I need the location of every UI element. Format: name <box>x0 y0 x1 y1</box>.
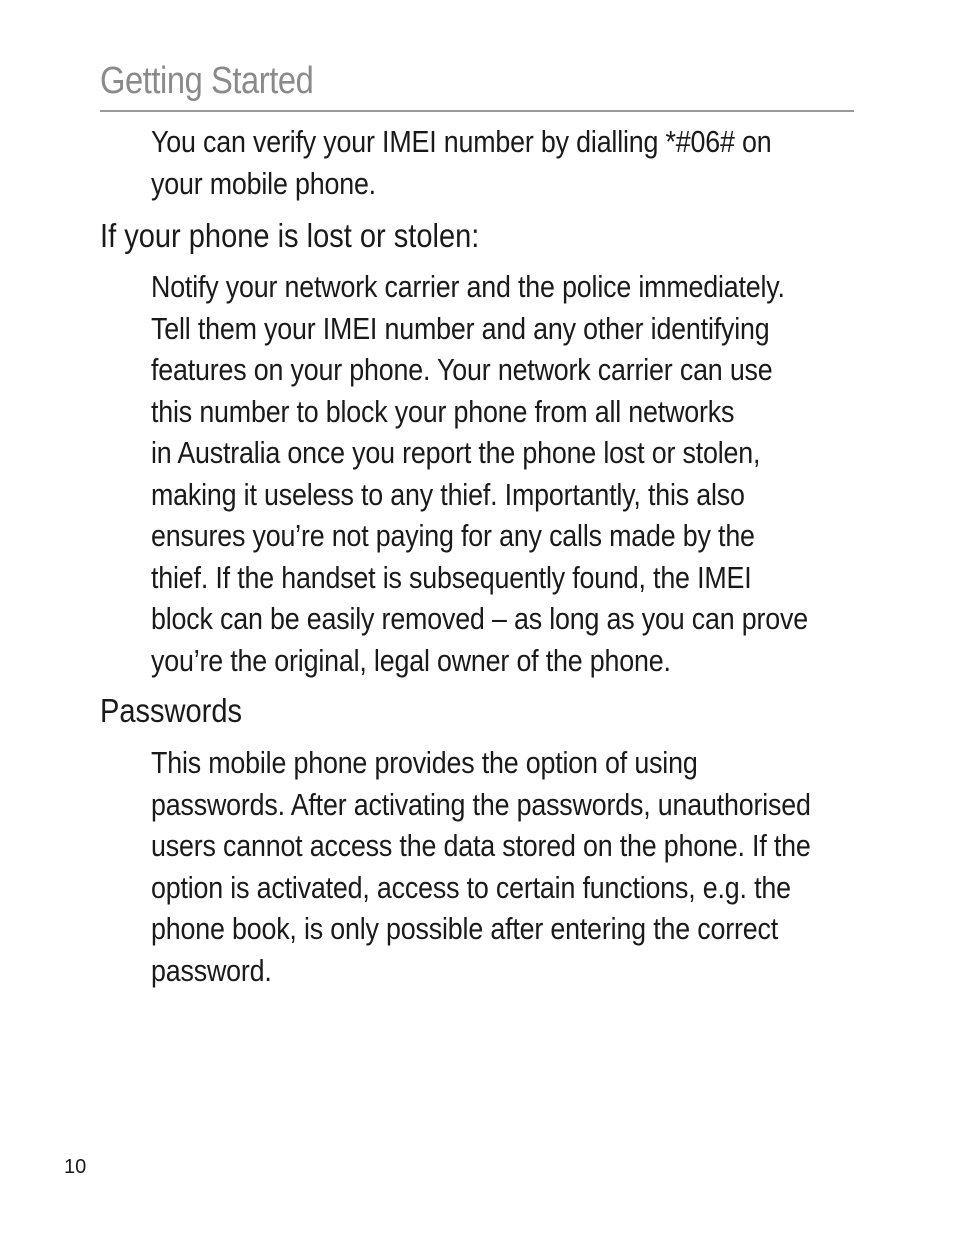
paragraph-line: password. <box>151 952 272 988</box>
paragraph-line: features on your phone. Your network carrier can use <box>151 352 773 387</box>
page-number: 10 <box>64 1156 87 1178</box>
passwords-heading: Passwords <box>100 692 243 729</box>
paragraph-line: you’re the original, legal owner of the phone. <box>151 642 671 678</box>
section-title: Getting Started <box>100 60 314 102</box>
passwords-paragraph <box>151 742 856 991</box>
lost-stolen-paragraph <box>151 266 856 681</box>
intro-paragraph <box>151 121 856 204</box>
paragraph-line: your mobile phone. <box>151 165 376 201</box>
paragraph-line: Tell them your IMEI number and any other identifying <box>151 310 770 346</box>
paragraph-line: making it useless to any thief. Importantly, this also <box>151 476 745 512</box>
paragraph-line: This mobile phone provides the option of using <box>151 745 698 780</box>
paragraph-line: block can be easily removed – as long as you can prove <box>151 601 808 636</box>
paragraph-line: phone book, is only possible after entering the correct <box>151 911 778 946</box>
paragraph-line: ensures you’re not paying for any calls made by the <box>151 518 755 553</box>
paragraph-line: this number to block your phone from all networks <box>151 393 735 429</box>
paragraph-line: in Australia once you report the phone lost or stolen, <box>151 435 761 470</box>
paragraph-line: Notify your network carrier and the police immediately. <box>151 269 785 304</box>
paragraph-line: users cannot access the data stored on the phone. If the <box>151 828 811 863</box>
paragraph-line: You can verify your IMEI number by dialling *#06# on <box>151 124 772 159</box>
lost-stolen-heading: If your phone is lost or stolen: <box>100 217 480 254</box>
paragraph-line: option is activated, access to certain functions, e.g. the <box>151 869 791 905</box>
paragraph-line: passwords. After activating the passwords, unauthorised <box>151 786 811 822</box>
paragraph-line: thief. If the handset is subsequently found, the IMEI <box>151 559 752 595</box>
page-header <box>100 58 854 112</box>
